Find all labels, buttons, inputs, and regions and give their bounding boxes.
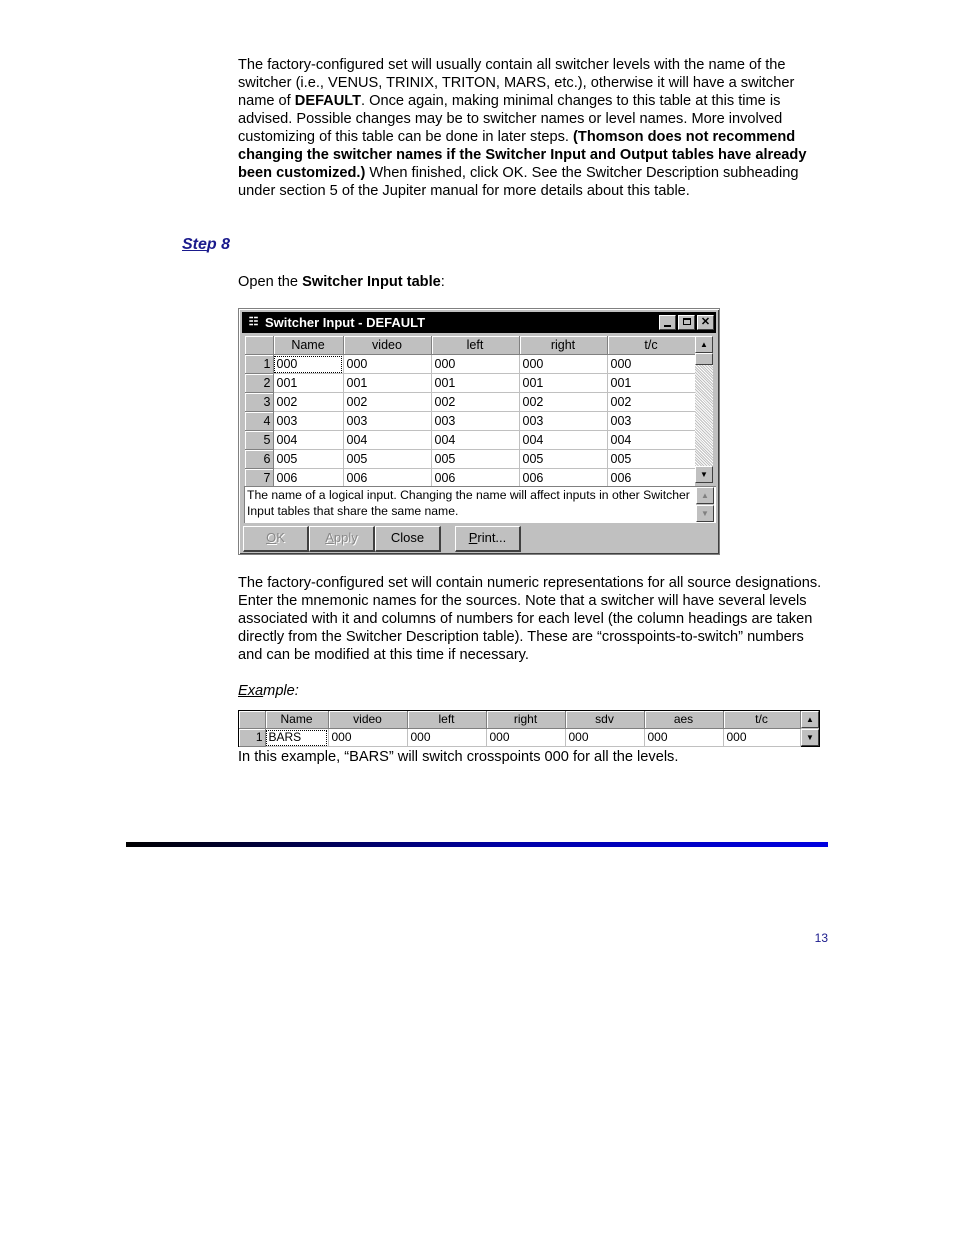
example-grid bbox=[239, 711, 801, 747]
row-number[interactable]: 4 bbox=[245, 412, 273, 431]
table-cell[interactable]: BARS bbox=[265, 729, 328, 747]
table-cell[interactable]: 002 bbox=[607, 393, 695, 412]
page-divider bbox=[126, 842, 828, 847]
table-cell[interactable]: 000 bbox=[486, 729, 565, 747]
table-cell[interactable]: 002 bbox=[273, 393, 343, 412]
description-box: The name of a logical input. Changing the name will affect inputs in other Switcher Input tables that share the same name. bbox=[244, 486, 716, 523]
column-header[interactable]: video bbox=[328, 711, 407, 729]
switcher-input-grid bbox=[245, 336, 696, 488]
table-cell[interactable]: 000 bbox=[723, 729, 800, 747]
scroll-thumb[interactable] bbox=[695, 353, 713, 365]
grid-scrollbar[interactable] bbox=[695, 336, 713, 483]
column-header[interactable]: Name bbox=[273, 336, 343, 355]
table-cell[interactable]: 003 bbox=[607, 412, 695, 431]
table-cell[interactable]: 004 bbox=[519, 431, 607, 450]
table-row bbox=[245, 374, 695, 393]
column-header[interactable]: sdv bbox=[565, 711, 644, 729]
row-number[interactable]: 5 bbox=[245, 431, 273, 450]
table-cell[interactable]: 000 bbox=[644, 729, 723, 747]
table-cell[interactable]: 000 bbox=[431, 355, 519, 374]
close-icon[interactable]: ✕ bbox=[697, 315, 714, 330]
table-cell[interactable]: 002 bbox=[519, 393, 607, 412]
dialog-title: Switcher Input - DEFAULT bbox=[265, 315, 426, 330]
table-cell[interactable]: 005 bbox=[343, 450, 431, 469]
table-cell[interactable]: 003 bbox=[519, 412, 607, 431]
scroll-up-icon[interactable]: ▲ bbox=[695, 336, 713, 353]
table-cell[interactable]: 005 bbox=[431, 450, 519, 469]
example-label: Example: bbox=[238, 683, 299, 699]
table-cell[interactable]: 001 bbox=[607, 374, 695, 393]
table-cell[interactable]: 003 bbox=[343, 412, 431, 431]
corner-header bbox=[245, 336, 273, 355]
table-cell[interactable]: 000 bbox=[407, 729, 486, 747]
table-cell[interactable]: 001 bbox=[519, 374, 607, 393]
scroll-down-icon[interactable]: ▼ bbox=[696, 505, 714, 522]
open-table-instruction: Open the Switcher Input table: bbox=[238, 274, 445, 290]
column-header[interactable]: left bbox=[431, 336, 519, 355]
table-cell[interactable]: 003 bbox=[273, 412, 343, 431]
table-row bbox=[239, 729, 800, 747]
column-header[interactable]: right bbox=[519, 336, 607, 355]
column-header[interactable]: left bbox=[407, 711, 486, 729]
column-header[interactable]: aes bbox=[644, 711, 723, 729]
network-icon: ☷ bbox=[248, 316, 259, 328]
table-cell[interactable]: 004 bbox=[431, 431, 519, 450]
column-header[interactable]: Name bbox=[265, 711, 328, 729]
table-cell[interactable]: 006 bbox=[519, 469, 607, 488]
scroll-up-icon[interactable]: ▲ bbox=[801, 711, 819, 728]
row-number[interactable]: 3 bbox=[245, 393, 273, 412]
table-cell[interactable]: 000 bbox=[328, 729, 407, 747]
table-cell[interactable]: 001 bbox=[343, 374, 431, 393]
switcher-input-dialog bbox=[238, 308, 720, 555]
example-scrollbar[interactable] bbox=[801, 711, 819, 746]
table-cell[interactable]: 004 bbox=[607, 431, 695, 450]
table-cell[interactable]: 004 bbox=[273, 431, 343, 450]
row-number[interactable]: 1 bbox=[239, 729, 265, 747]
table-row bbox=[245, 450, 695, 469]
table-row bbox=[245, 412, 695, 431]
table-cell[interactable]: 006 bbox=[607, 469, 695, 488]
table-row bbox=[245, 431, 695, 450]
table-row bbox=[245, 355, 695, 374]
table-cell[interactable]: 002 bbox=[431, 393, 519, 412]
intro-paragraph: The factory-configured set will usually contain all switcher levels with the name of the switcher (i.e., VENUS, TRINIX, TRITON, MARS, etc.), otherwise it will have a switcher name of DEFAULT. Once again, making minimal changes to this table at this time is advised. Possible changes may be to switcher names or level names. More involved customizing of this table can be done in later steps. (Thomson does not recommend changing the switcher names if the Switcher Input and Output tables have already been customized.) When finished, click OK. See the Switcher Description subheading under section 5 of the Jupiter manual for more details about this table. bbox=[238, 57, 807, 199]
column-header[interactable]: t/c bbox=[723, 711, 800, 729]
page-number: 13 bbox=[814, 931, 828, 945]
print-button[interactable]: Print... bbox=[455, 526, 521, 552]
table-cell[interactable]: 006 bbox=[273, 469, 343, 488]
minimize-button[interactable] bbox=[659, 315, 676, 330]
table-cell[interactable]: 006 bbox=[431, 469, 519, 488]
dialog-button-bar bbox=[243, 526, 521, 552]
table-cell[interactable]: 001 bbox=[431, 374, 519, 393]
table-cell[interactable]: 004 bbox=[343, 431, 431, 450]
step-heading: Step 8 bbox=[182, 236, 231, 253]
dialog-titlebar[interactable] bbox=[242, 312, 716, 333]
maximize-button[interactable] bbox=[678, 315, 695, 330]
table-cell[interactable]: 000 bbox=[607, 355, 695, 374]
ok-button[interactable]: OK bbox=[243, 526, 309, 552]
table-cell[interactable]: 003 bbox=[431, 412, 519, 431]
scroll-up-icon[interactable]: ▲ bbox=[696, 487, 714, 504]
corner-header bbox=[239, 711, 265, 729]
table-cell[interactable]: 005 bbox=[273, 450, 343, 469]
example-table bbox=[238, 710, 820, 747]
table-cell[interactable]: 005 bbox=[519, 450, 607, 469]
explanation-paragraph: The factory-configured set will contain numeric representations for all source designations. Enter the mnemonic names for the sources. Note that a switcher will have several levels associated with it and columns of numbers for each level (the column headings are taken directly from the Switcher Description table). These are “crosspoints-to-switch” numbers and can be modified at this time if necessary. bbox=[238, 575, 822, 663]
close-button[interactable]: Close bbox=[375, 526, 441, 552]
table-cell[interactable]: 000 bbox=[519, 355, 607, 374]
table-cell[interactable]: 006 bbox=[343, 469, 431, 488]
table-cell[interactable]: 000 bbox=[565, 729, 644, 747]
row-number[interactable]: 1 bbox=[245, 355, 273, 374]
column-header[interactable]: t/c bbox=[607, 336, 695, 355]
column-header[interactable]: video bbox=[343, 336, 431, 355]
column-header[interactable]: right bbox=[486, 711, 565, 729]
example-explanation: In this example, “BARS” will switch crosspoints 000 for all the levels. bbox=[238, 749, 679, 765]
table-cell[interactable]: 000 bbox=[273, 355, 343, 374]
row-number[interactable]: 2 bbox=[245, 374, 273, 393]
scroll-down-icon[interactable]: ▼ bbox=[695, 466, 713, 483]
row-number[interactable]: 6 bbox=[245, 450, 273, 469]
table-cell[interactable]: 005 bbox=[607, 450, 695, 469]
description-scrollbar[interactable] bbox=[696, 487, 714, 522]
table-row bbox=[245, 469, 695, 488]
table-cell[interactable]: 000 bbox=[343, 355, 431, 374]
apply-button[interactable]: Apply bbox=[309, 526, 375, 552]
table-cell[interactable]: 002 bbox=[343, 393, 431, 412]
scroll-down-icon[interactable]: ▼ bbox=[801, 729, 819, 746]
table-cell[interactable]: 001 bbox=[273, 374, 343, 393]
table-row bbox=[245, 393, 695, 412]
row-number[interactable]: 7 bbox=[245, 469, 273, 488]
